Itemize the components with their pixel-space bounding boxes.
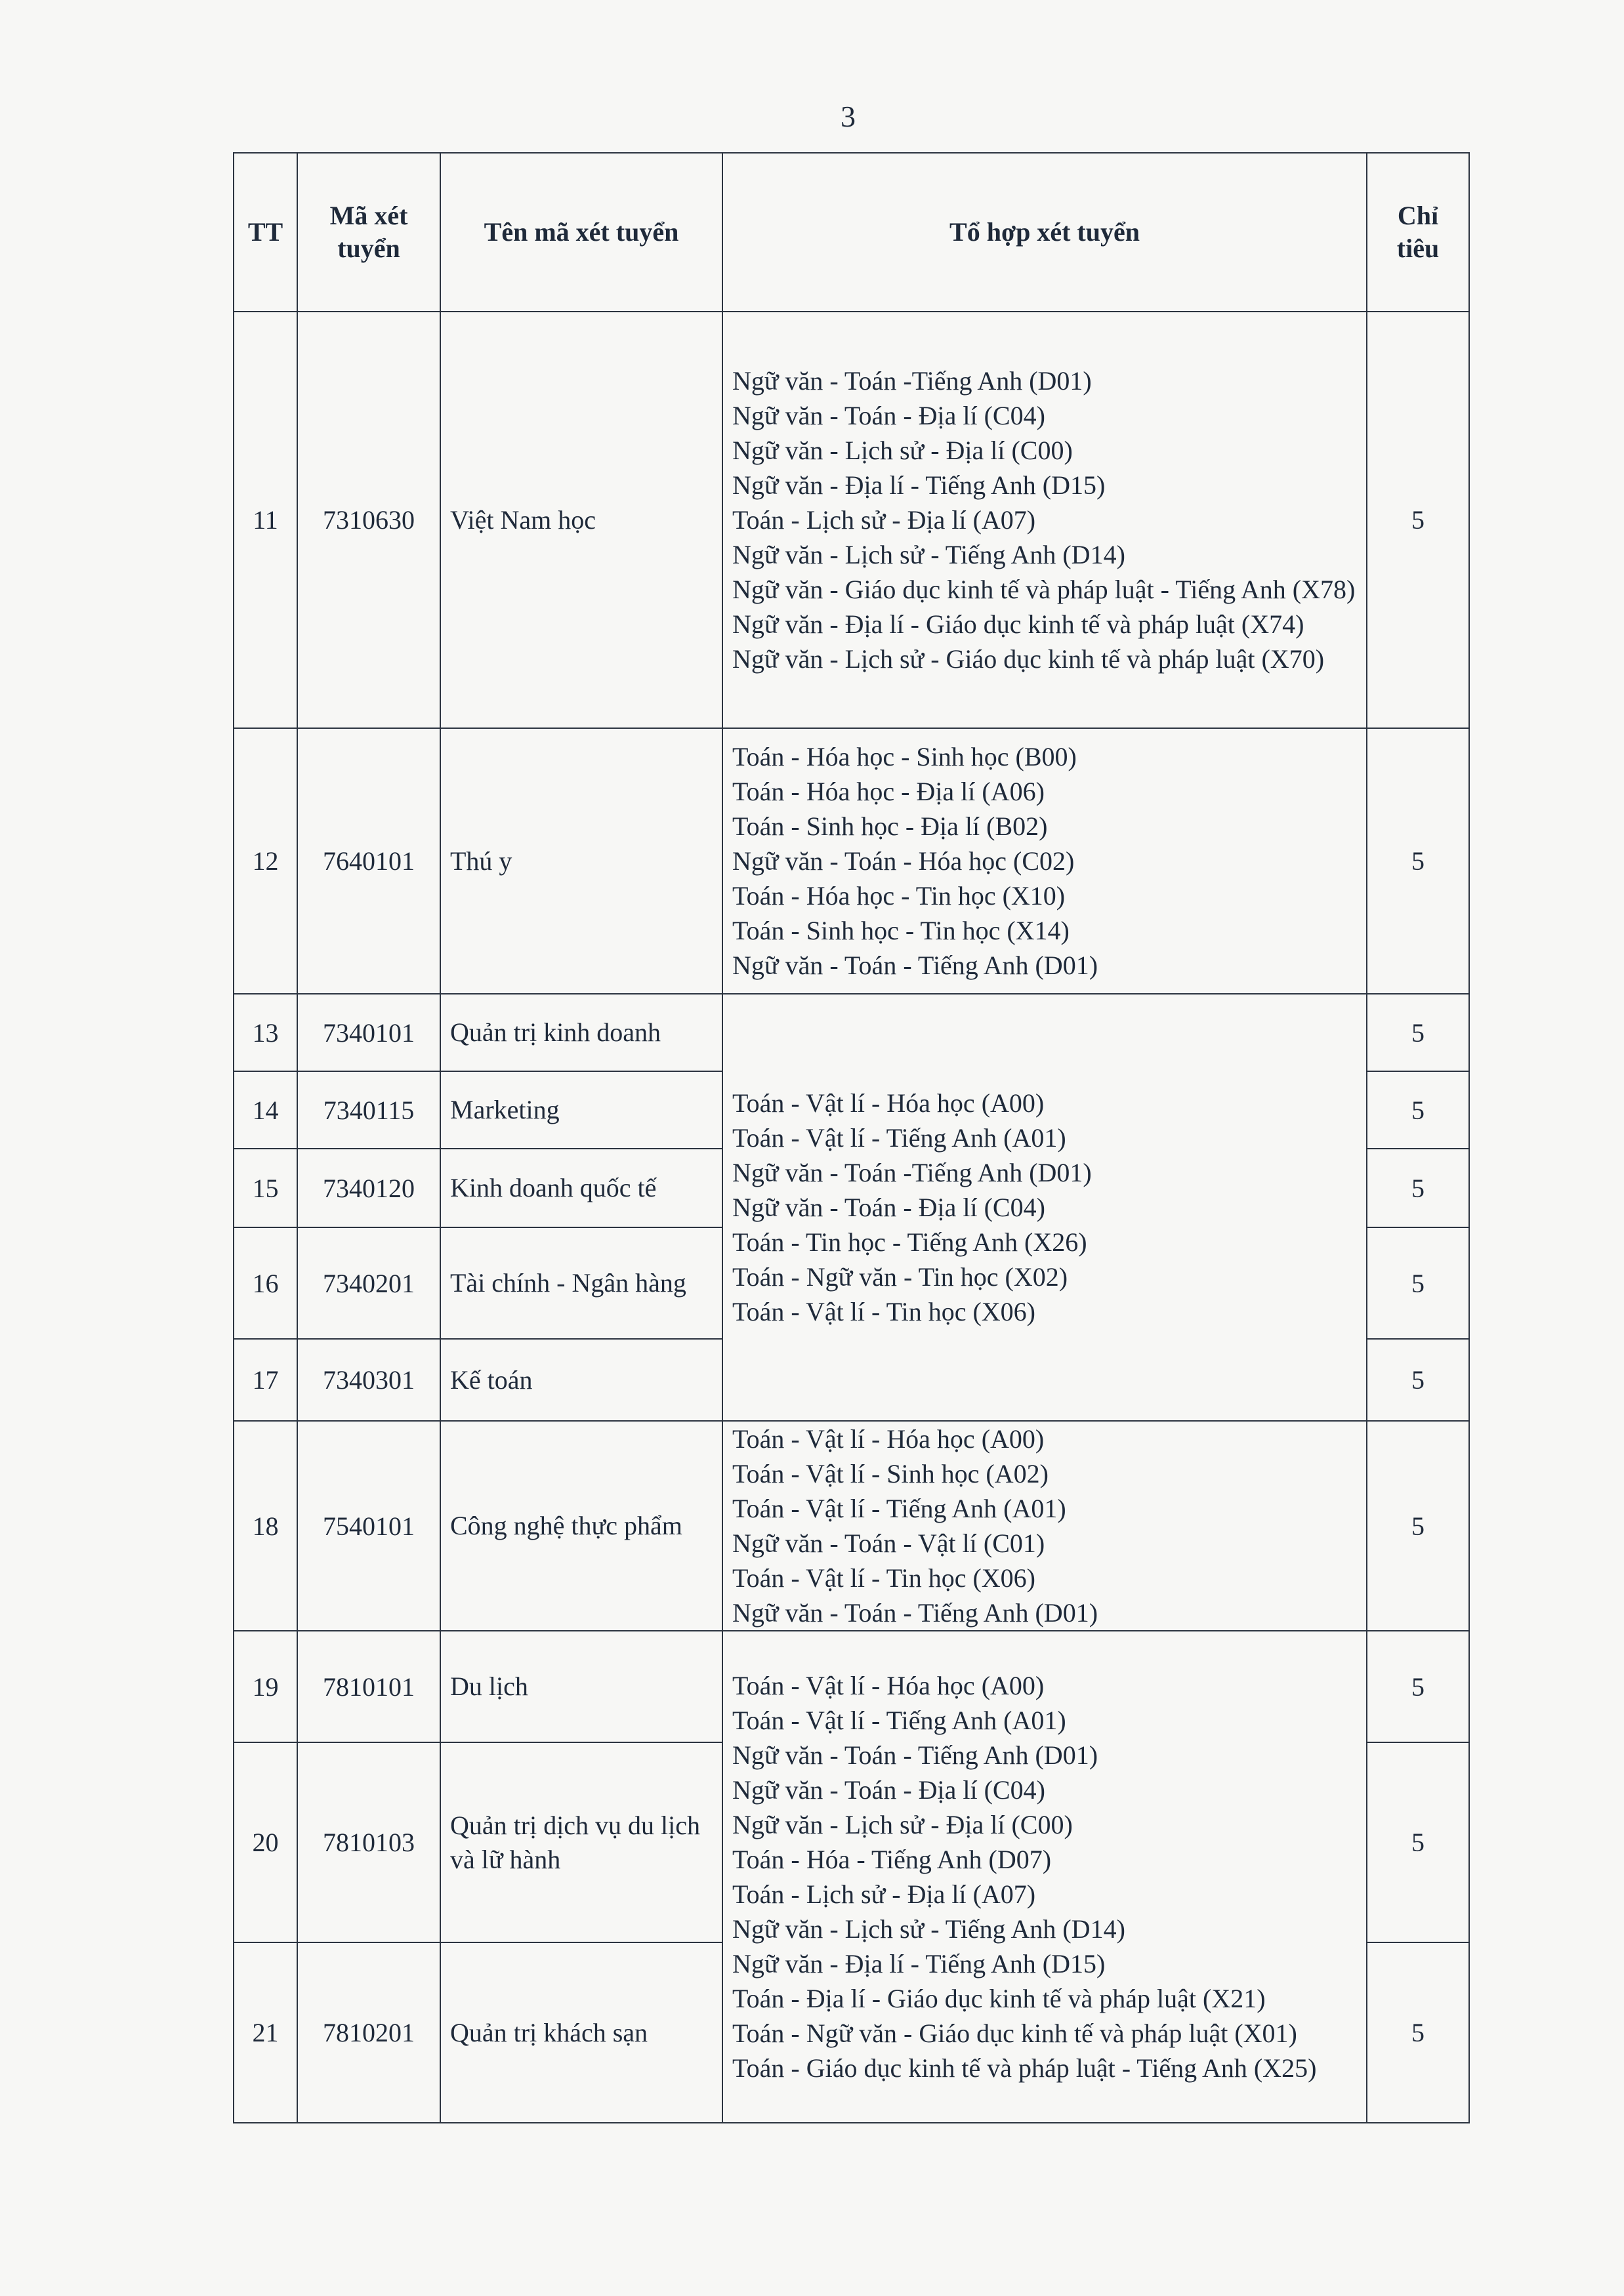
combo-item: Ngữ văn - Toán - Tiếng Anh (D01) [732,1740,1098,1770]
row-target: 5 [1367,728,1469,994]
combo-item: Ngữ văn - Lịch sử - Tiếng Anh (D14) [732,540,1125,569]
combo-item: Ngữ văn - Địa lí - Tiếng Anh (D15) [732,470,1106,500]
combo-item: Toán - Sinh học - Địa lí (B02) [732,811,1048,841]
row-combos [722,1421,1367,1631]
combo-item: Ngữ văn - Toán -Tiếng Anh (D01) [732,1158,1092,1187]
row-name: Quản trị kinh doanh [440,994,722,1071]
combo-item: Ngữ văn - Lịch sử - Địa lí (C00) [732,1810,1073,1839]
header-tt: TT [234,153,297,312]
combo-item: Toán - Ngữ văn - Tin học (X02) [732,1262,1068,1292]
row-target: 5 [1367,994,1469,1071]
header-code: Mã xét tuyển [297,153,440,312]
combo-item: Ngữ văn - Toán - Vật lí (C01) [732,1528,1045,1558]
combo-item: Toán - Vật lí - Hóa học (A00) [732,1671,1045,1700]
row-name: Kinh doanh quốc tế [440,1149,722,1227]
row-name: Du lịch [440,1631,722,1742]
combo-item: Ngữ văn - Toán - Địa lí (C04) [732,1193,1045,1222]
table-row [234,1421,1469,1631]
combo-item: Ngữ văn - Địa lí - Giáo dục kinh tế và pháp luật (X74) [732,609,1304,639]
combo-item: Toán - Hóa - Tiếng Anh (D07) [732,1845,1052,1874]
row-target: 5 [1367,1742,1469,1942]
table-row [234,728,1469,994]
combo-item: Toán - Vật lí - Tiếng Anh (A01) [732,1706,1066,1735]
combo-item: Toán - Địa lí - Giáo dục kinh tế và pháp luật (X21) [732,1984,1266,2013]
combo-item: Ngữ văn - Toán - Tiếng Anh (D01) [732,1598,1098,1628]
row-name: Quản trị dịch vụ du lịch và lữ hành [440,1742,722,1942]
combo-item: Toán - Vật lí - Sinh học (A02) [732,1459,1049,1488]
row-tt: 16 [234,1227,297,1339]
row-tt: 21 [234,1942,297,2123]
row-target: 5 [1367,1339,1469,1421]
row-name: Công nghệ thực phẩm [440,1421,722,1631]
row-tt: 12 [234,728,297,994]
combo-item: Ngữ văn - Lịch sử - Tiếng Anh (D14) [732,1914,1125,1944]
row-target: 5 [1367,1071,1469,1149]
page-number: 3 [841,100,856,133]
combo-item: Ngữ văn - Lịch sử - Địa lí (C00) [732,436,1073,465]
table-row [234,312,1469,728]
header-target: Chỉ tiêu [1367,153,1469,312]
row-code: 7810201 [297,1942,440,2123]
combo-item: Toán - Vật lí - Hóa học (A00) [732,1424,1045,1454]
group-tourism-combos [722,1631,1367,2123]
table-row [234,994,1469,1071]
row-name: Việt Nam học [440,312,722,728]
combo-item: Toán - Ngữ văn - Giáo dục kinh tế và pháp luật (X01) [732,2019,1297,2048]
row-code: 7340120 [297,1149,440,1227]
row-code: 7540101 [297,1421,440,1631]
header-name: Tên mã xét tuyển [440,153,722,312]
combo-item: Toán - Vật lí - Tiếng Anh (A01) [732,1123,1066,1153]
row-target: 5 [1367,312,1469,728]
combo-item: Ngữ văn - Toán -Tiếng Anh (D01) [732,366,1092,396]
row-target: 5 [1367,1227,1469,1339]
admission-table [233,152,1470,2123]
row-code: 7640101 [297,728,440,994]
combo-item: Toán - Vật lí - Hóa học (A00) [732,1088,1045,1118]
row-target: 5 [1367,1942,1469,2123]
row-name: Thú y [440,728,722,994]
row-code: 7340201 [297,1227,440,1339]
combo-item: Toán - Sinh học - Tin học (X14) [732,916,1070,945]
combo-item: Toán - Vật lí - Tin học (X06) [732,1563,1035,1593]
combo-item: Ngữ văn - Toán - Tiếng Anh (D01) [732,951,1098,980]
table-row [234,1631,1469,1742]
combo-item: Toán - Lịch sử - Địa lí (A07) [732,505,1036,535]
row-tt: 19 [234,1631,297,1742]
row-name: Quản trị khách sạn [440,1942,722,2123]
combo-item: Toán - Hóa học - Tin học (X10) [732,881,1066,911]
combo-item: Ngữ văn - Toán - Địa lí (C04) [732,1775,1045,1805]
combo-item: Toán - Tin học - Tiếng Anh (X26) [732,1227,1087,1257]
combo-item: Toán - Vật lí - Tin học (X06) [732,1297,1035,1326]
row-tt: 20 [234,1742,297,1942]
row-combos [722,728,1367,994]
row-combos [722,312,1367,728]
row-tt: 15 [234,1149,297,1227]
row-name: Tài chính - Ngân hàng [440,1227,722,1339]
header-row [234,153,1469,312]
combo-item: Ngữ văn - Lịch sử - Giáo dục kinh tế và pháp luật (X70) [732,644,1325,674]
row-target: 5 [1367,1631,1469,1742]
row-tt: 18 [234,1421,297,1631]
row-target: 5 [1367,1149,1469,1227]
combo-item: Ngữ văn - Giáo dục kinh tế và pháp luật - Tiếng Anh (X78) [732,575,1356,604]
row-code: 7340101 [297,994,440,1071]
row-tt: 17 [234,1339,297,1421]
combo-item: Toán - Hóa học - Sinh học (B00) [732,742,1077,771]
row-code: 7340301 [297,1339,440,1421]
combo-item: Toán - Lịch sử - Địa lí (A07) [732,1879,1036,1909]
row-tt: 11 [234,312,297,728]
row-name: Marketing [440,1071,722,1149]
row-tt: 14 [234,1071,297,1149]
combo-item: Toán - Giáo dục kinh tế và pháp luật - Tiếng Anh (X25) [732,2053,1317,2083]
group-business-combos [722,994,1367,1421]
combo-item: Toán - Vật lí - Tiếng Anh (A01) [732,1494,1066,1523]
combo-item: Ngữ văn - Toán - Hóa học (C02) [732,846,1075,876]
row-code: 7810103 [297,1742,440,1942]
row-code: 7340115 [297,1071,440,1149]
header-combos: Tổ hợp xét tuyển [722,153,1367,312]
combo-item: Ngữ văn - Địa lí - Tiếng Anh (D15) [732,1949,1106,1978]
combo-item: Toán - Hóa học - Địa lí (A06) [732,777,1045,806]
combo-item: Ngữ văn - Toán - Địa lí (C04) [732,401,1045,430]
row-tt: 13 [234,994,297,1071]
row-code: 7810101 [297,1631,440,1742]
row-target: 5 [1367,1421,1469,1631]
row-code: 7310630 [297,312,440,728]
row-name: Kế toán [440,1339,722,1421]
